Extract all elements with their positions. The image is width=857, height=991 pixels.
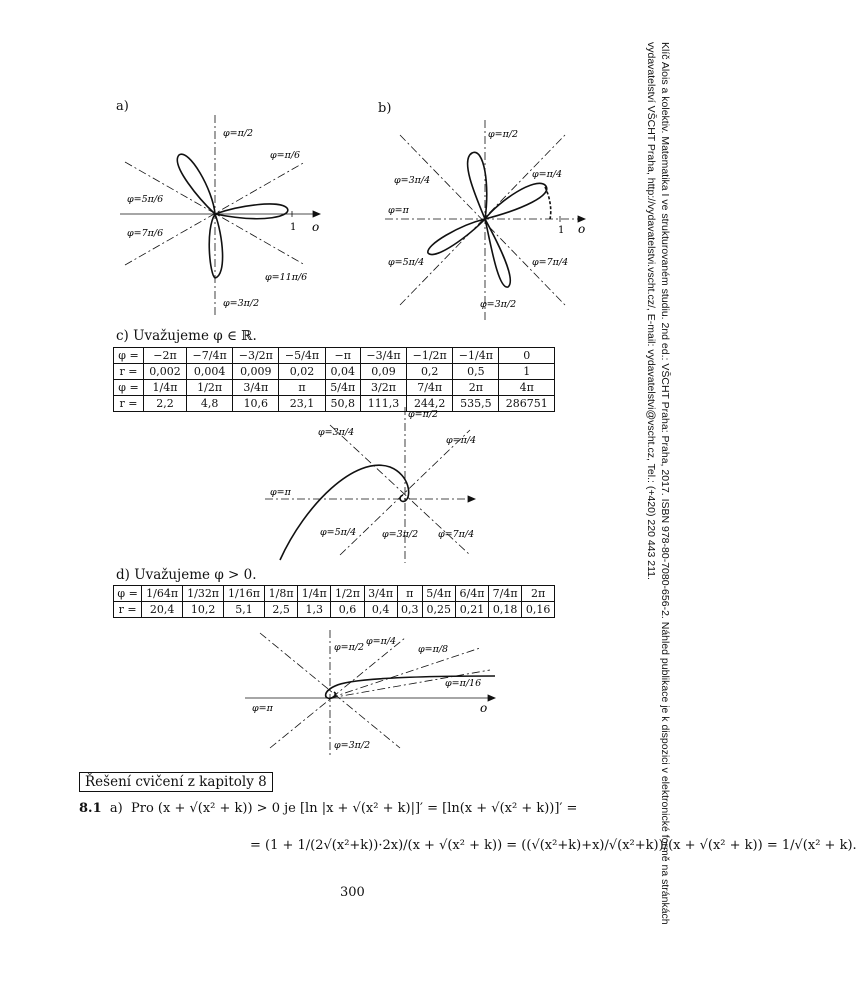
figure-b-ann-2: φ=π/4 — [532, 169, 563, 180]
figure-b — [380, 115, 600, 330]
figure-b-ann-5: φ=5π/4 — [388, 257, 425, 268]
figure-c-ann-7: φ=7π/4 — [438, 529, 475, 540]
figure-a-ann-2: φ=π/6 — [270, 150, 301, 161]
figure-d-ann-4: φ=π/16 — [445, 678, 482, 689]
figure-d-axis-label: o — [480, 701, 488, 715]
chapter-heading: Řešení cvičení z kapitoly 8 — [79, 772, 273, 792]
page-number: 300 — [340, 885, 365, 900]
table-row: r = 20,4 10,2 5,1 2,5 1,3 0,6 0,4 0,3 0,25 0,21 0,18 0,16 — [114, 602, 555, 618]
figure-b-ann-4: φ=π — [388, 205, 409, 216]
row-label: r = — [114, 602, 142, 618]
section-c-table — [113, 347, 555, 412]
figure-a-axis-label: o — [312, 220, 320, 234]
figure-a — [115, 110, 335, 325]
figure-c-ann-6: φ=3π/2 — [382, 529, 419, 540]
figure-b-curve — [428, 152, 547, 287]
exercise-line-2 — [250, 838, 857, 853]
figure-b-label: b) — [378, 101, 392, 116]
figure-a-ann-6: φ=3π/2 — [223, 298, 260, 309]
figure-c-ann-1: φ=π/2 — [408, 409, 439, 420]
table-row: φ = −2π −7/4π −3/2π −5/4π −π −3/4π −1/2π −1/4π 0 — [114, 348, 555, 364]
row-label: φ = — [114, 348, 144, 364]
figure-c-ann-3: φ=π/4 — [446, 435, 477, 446]
row-label: r = — [114, 396, 144, 412]
table-row: r = 2,2 4,8 10,6 23,1 50,8 111,3 244,2 535,5 286751 — [114, 396, 555, 412]
figure-b-ann-7: φ=3π/2 — [480, 299, 517, 310]
section-d-heading: d) Uvažujeme φ > 0. — [116, 567, 257, 583]
figure-c-ann-5: φ=5π/4 — [320, 527, 357, 538]
figure-d-ann-1: φ=π/2 — [334, 642, 365, 653]
figure-c-curve — [280, 465, 409, 560]
figure-d — [240, 628, 505, 763]
figure-c — [260, 405, 500, 565]
figure-a-ann-1: φ=π/2 — [223, 128, 254, 139]
figure-d-ann-6: φ=3π/2 — [334, 740, 371, 751]
figure-a-ann-5: φ=11π/6 — [265, 272, 308, 283]
figure-d-ann-5: φ=π — [252, 703, 273, 714]
figure-d-ann-2: φ=π/4 — [366, 636, 397, 647]
figure-a-ann-3: φ=5π/6 — [127, 194, 164, 205]
table-row: r = 0,002 0,004 0,009 0,02 0,04 0,09 0,2 0,5 1 — [114, 364, 555, 380]
figure-b-tick: 1 — [558, 225, 565, 236]
figure-a-label: a) — [116, 99, 129, 114]
figure-d-ann-3: φ=π/8 — [418, 644, 449, 655]
figure-a-ann-4: φ=7π/6 — [127, 228, 164, 239]
row-label: φ = — [114, 586, 142, 602]
figure-b-ann-1: φ=π/2 — [488, 129, 519, 140]
section-d-table — [113, 585, 555, 618]
figure-b-ann-6: φ=7π/4 — [532, 257, 569, 268]
exercise-number: 8.1 — [79, 801, 102, 816]
table-row: φ = 1/64π 1/32π 1/16π 1/8π 1/4π 1/2π 3/4π π 5/4π 6/4π 7/4π 2π — [114, 586, 555, 602]
table-row: φ = 1/4π 1/2π 3/4π π 5/4π 3/2π 7/4π 2π 4π — [114, 380, 555, 396]
figure-c-ann-2: φ=3π/4 — [318, 427, 355, 438]
figure-a-tick: 1 — [290, 222, 297, 233]
exercise-line-1 — [79, 801, 577, 816]
exercise-part: a) — [109, 801, 123, 816]
row-label: r = — [114, 364, 144, 380]
side-note: Klíč Alois a kolektiv. Matematika I ve strukturovaném studiu. 2nd ed.: VŠCHT Praha: Praha, 2017. ISBN 978-80-7080-656-2. Náhled publikace je k dispozici v elektronické formě na stránkách vydavatelství VŠCHT Praha, http://vydavatelstvi.vscht.cz/, E-mail: vydavatelstvi@vscht.cz, Tel.: (+420) 220 443 211. — [645, 42, 671, 925]
exercise-line1-text: Pro (x + √(x² + k)) > 0 je [ln |x + √(x² + k)|]′ = [ln(x + √(x² + k))]′ = — [130, 801, 578, 816]
figure-c-ann-4: φ=π — [270, 487, 291, 498]
figure-a-curve — [177, 154, 287, 278]
exercise-line2-text: = (1 + 1/(2√(x²+k))·2x)/(x + √(x² + k)) = ((√(x²+k)+x)/√(x²+k))/(x + √(x² + k)) = 1/√(x² + k). — [250, 838, 857, 853]
section-c-heading: c) Uvažujeme φ ∈ ℝ. — [116, 328, 257, 344]
row-label: φ = — [114, 380, 144, 396]
figure-b-ann-3: φ=3π/4 — [394, 175, 431, 186]
figure-b-axis-label: o — [578, 222, 586, 236]
